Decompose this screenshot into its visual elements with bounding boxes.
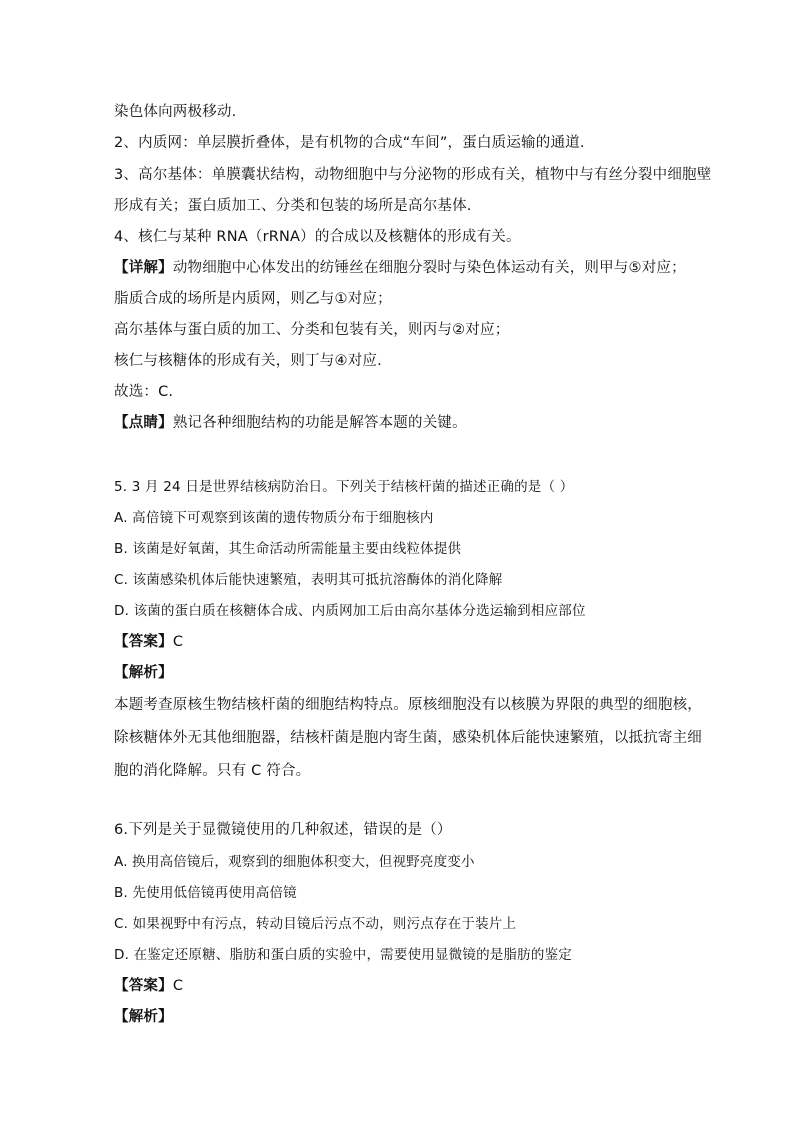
text-line: 高尔基体与蛋白质的加工、分类和包装有关，则丙与②对应； — [114, 322, 510, 338]
question-6-analysis-tag: 【解析】 — [114, 1009, 173, 1025]
question-5-stem: 5. 3 月 24 日是世界结核病防治日。下列关于结核杆菌的描述正确的是（ ） — [114, 479, 574, 495]
question-6-option-c: C. 如果视野中有污点，转动目镜后污点不动，则污点存在于装片上 — [114, 916, 517, 932]
question-6-answer — [114, 976, 183, 996]
answer-value: C — [172, 634, 184, 650]
text-line: 4、核仁与某种 RNA（rRNA）的合成以及核糖体的形成有关。 — [114, 229, 521, 245]
detail-text: 动物细胞中心体发出的纺锤丝在细胞分裂时与染色体运动有关，则甲与⑤对应； — [172, 260, 686, 276]
tip-text: 熟记各种细胞结构的功能是解答本题的关键。 — [172, 415, 467, 431]
text-line: 脂质合成的场所是内质网，则乙与①对应； — [114, 291, 392, 307]
detail-tag: 【详解】 — [114, 260, 173, 276]
question-6-option-d: D. 在鉴定还原糖、脂肪和蛋白质的实验中，需要使用显微镜的是脂肪的鉴定 — [114, 947, 572, 963]
text-line: 2、内质网：单层膜折叠体，是有机物的合成“车间”，蛋白质运输的通道. — [114, 135, 585, 151]
text-line: 本题考查原核生物结核杆菌的细胞结构特点。原核细胞没有以核膜为界限的典型的细胞核， — [114, 697, 702, 713]
tip-tag: 【点睛】 — [114, 415, 173, 431]
question-5-option-d: D. 该菌的蛋白质在核糖体合成、内质网加工后由高尔基体分选运输到相应部位 — [114, 603, 586, 619]
detail-paragraph — [114, 258, 686, 278]
choice-line: 故选：C. — [114, 384, 174, 400]
question-5-option-c: C. 该菌感染机体后能快速繁殖，表明其可抵抗溶酶体的消化降解 — [114, 572, 503, 588]
tip-paragraph — [114, 413, 467, 433]
question-6-stem: 6.下列是关于显微镜使用的几种叙述，错误的是（） — [114, 822, 452, 838]
question-5-option-a: A. 高倍镜下可观察到该菌的遗传物质分布于细胞核内 — [114, 510, 434, 526]
answer-tag: 【答案】 — [114, 634, 173, 650]
question-6-option-b: B. 先使用低倍镜再使用高倍镜 — [114, 885, 297, 901]
text-line: 3、高尔基体：单膜囊状结构，动物细胞中与分泌物的形成有关，植物中与有丝分裂中细胞壁 — [114, 167, 712, 183]
answer-value: C — [172, 978, 184, 994]
text-line: 染色体向两极移动. — [114, 104, 237, 120]
answer-tag: 【答案】 — [114, 978, 173, 994]
question-5-answer — [114, 632, 183, 652]
text-line: 除核糖体外无其他细胞器，结核杆菌是胞内寄生菌，感染机体后能快速繁殖，以抵抗寄主细 — [114, 730, 702, 746]
text-line: 形成有关；蛋白质加工、分类和包装的场所是高尔基体. — [114, 198, 472, 214]
question-5-analysis-tag: 【解析】 — [114, 665, 173, 681]
question-5-option-b: B. 该菌是好氧菌，其生命活动所需能量主要由线粒体提供 — [114, 541, 462, 557]
text-line: 核仁与核糖体的形成有关，则丁与④对应. — [114, 353, 382, 369]
question-6-option-a: A. 换用高倍镜后，观察到的细胞体积变大，但视野亮度变小 — [114, 854, 475, 870]
text-line: 胞的消化降解。只有 C 符合。 — [114, 763, 311, 779]
